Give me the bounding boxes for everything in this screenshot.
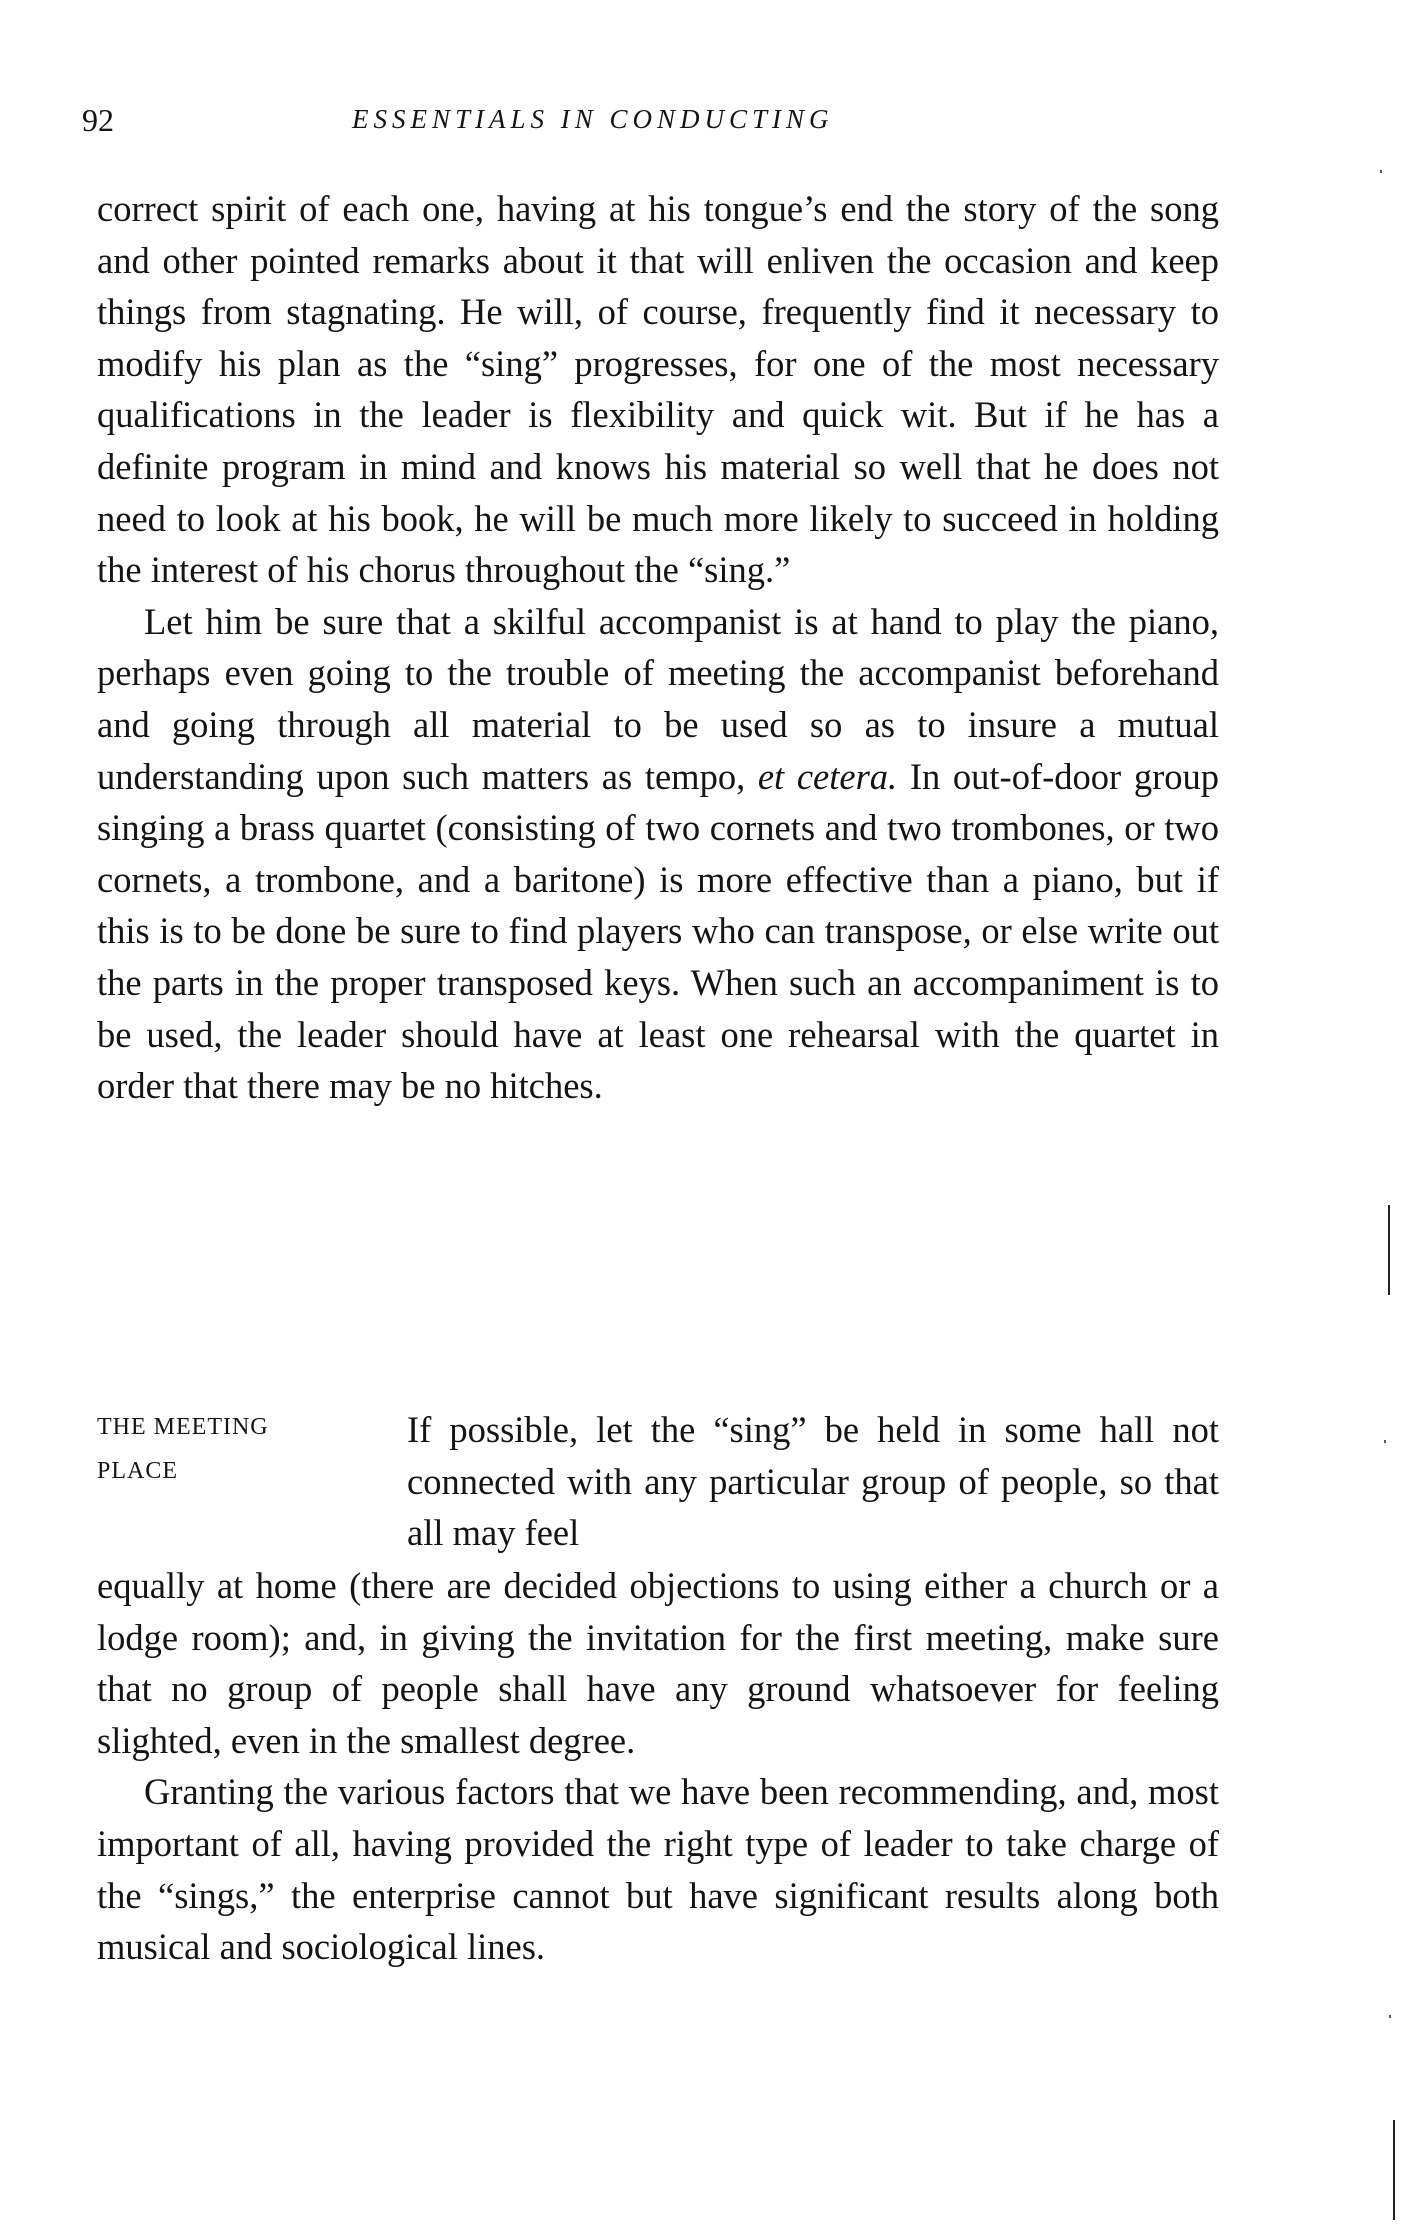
scan-margin-dot bbox=[1389, 2015, 1391, 2018]
running-header bbox=[82, 102, 972, 162]
section-sidehead bbox=[97, 1405, 367, 1493]
scan-margin-line bbox=[1388, 1205, 1390, 1295]
paragraph-3-start: If possible, let the “sing” be held in some hall not connected with any particular group of people, so that all may feel bbox=[407, 1409, 1219, 1554]
paragraph-2-text-b: In out-of-door group singing a brass quartet (consisting of two cornets and two trombones, or two cornets, a trombone, and a baritone) is more effective than a piano, but if this is to be done be sure to find players who can transpose, or else write out the parts in the proper transposed keys. When such an accompaniment is to be used, the leader should have at least one rehearsal with the quartet in order that there may be no hitches. bbox=[97, 755, 1219, 1107]
paragraph-3-continued: equally at home (there are decided objections to using either a church or a lodge room); and, in giving the invitation for the first meeting, make sure that no group of people shall have any ground whatsoever for feeling slighted, even in the smallest degree. bbox=[97, 1565, 1219, 1761]
paragraph-1: correct spirit of each one, having at his tongue’s end the story of the song and other pointed remarks about it that will enliven the occasion and keep things from stagnating. He will, of course, frequently find it necessary to modify his plan as the “sing” progresses, for one of the most necessary qualifications in the leader is flexibility and quick wit. But if he has a definite program in mind and knows his material so well that he does not need to look at his book, he will be much more likely to succeed in holding the interest of his chorus throughout the “sing.” bbox=[97, 188, 1219, 591]
sidehead-line-2: PLACE bbox=[97, 1458, 179, 1484]
running-title: ESSENTIALS IN CONDUCTING bbox=[352, 104, 834, 134]
body-text-top bbox=[97, 183, 1219, 1112]
page-number: 92 bbox=[82, 102, 114, 138]
body-text-bottom bbox=[97, 1560, 1219, 1973]
paragraph-2 bbox=[97, 596, 1219, 1112]
scan-margin-dot bbox=[1380, 170, 1382, 173]
scan-margin-line bbox=[1393, 2120, 1395, 2220]
paragraph-4: Granting the various factors that we have been recommending, and, most important of all, having provided the right type of leader to take charge of the “sings,” the enterprise cannot but have significant results along both musical and sociological lines. bbox=[97, 1771, 1219, 1968]
paragraph-3-side-text bbox=[407, 1404, 1219, 1559]
paragraph-2-italic: et cetera. bbox=[757, 755, 898, 797]
paragraph-2-text-a: Let him be sure that a skilful accompanist is at hand to play the piano, perhaps even going to the trouble of meeting the accompanist beforehand and going through all material to be used so as to insure a mutual understanding upon such matters as tempo, bbox=[97, 600, 1219, 797]
sidehead-line-1: THE MEETING bbox=[97, 1414, 269, 1440]
scan-margin-dot bbox=[1384, 1440, 1386, 1443]
